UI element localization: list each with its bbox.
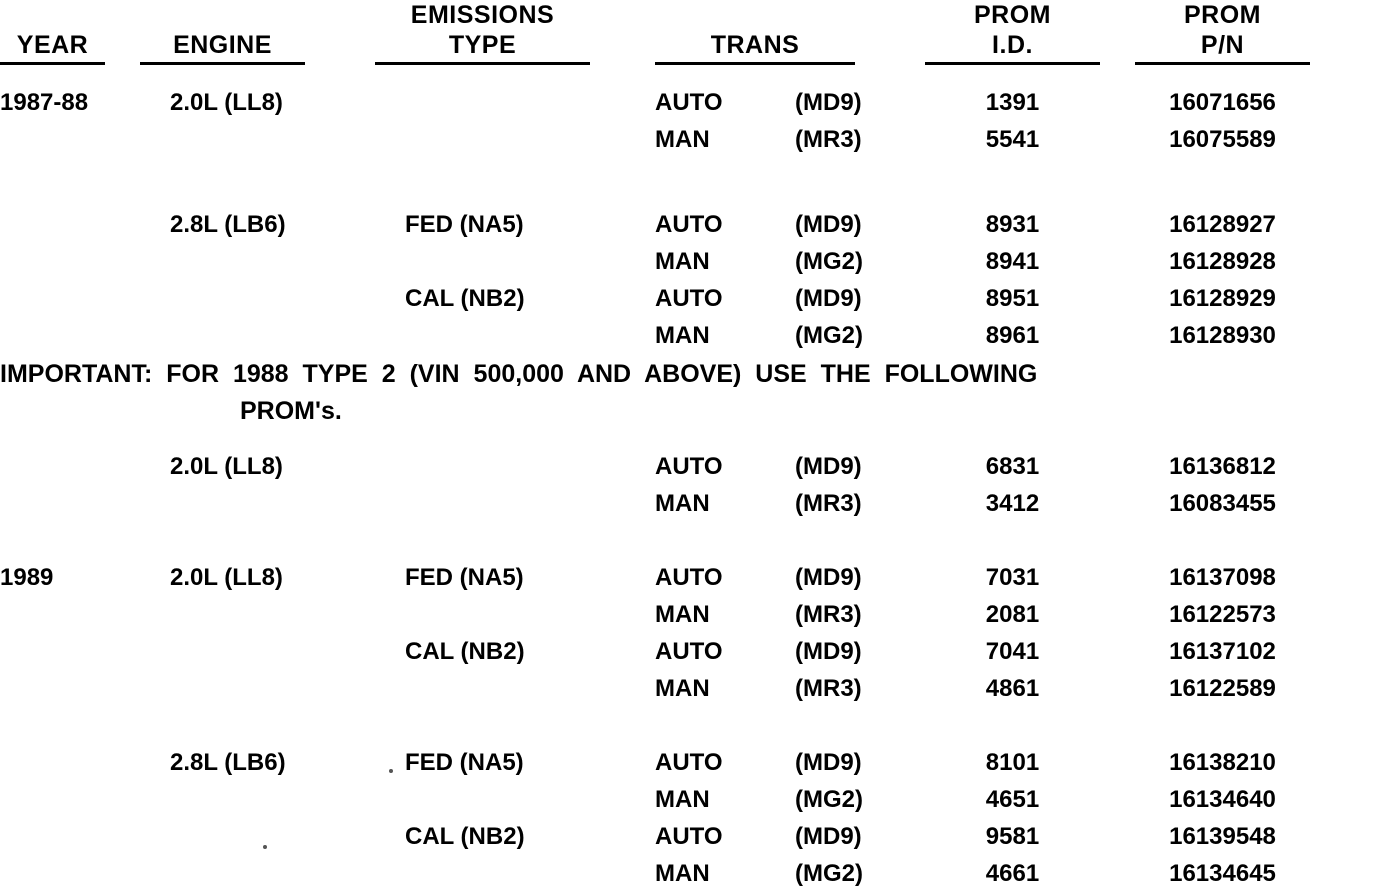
cell-trans-code: (MR3)	[795, 126, 862, 153]
cell-prom-pn: 16122589	[1169, 675, 1276, 702]
cell-engine: 2.8L (LB6)	[170, 211, 286, 238]
cell-prom-pn: 16083455	[1169, 490, 1276, 517]
cell-trans: AUTO	[655, 638, 723, 665]
table-row	[0, 84, 1376, 121]
cell-engine: 2.0L (LL8)	[170, 564, 283, 591]
column-header-year-label: YEAR	[0, 30, 105, 65]
table-row	[0, 448, 1376, 485]
table-row	[0, 317, 1376, 354]
cell-prom-id: 8101	[985, 749, 1040, 776]
column-header-emissions-line2: TYPE	[375, 30, 590, 65]
scan-speck	[389, 769, 393, 773]
cell-emissions: CAL (NB2)	[405, 285, 525, 312]
cell-trans: AUTO	[655, 211, 723, 238]
cell-prom-pn: 16138210	[1169, 749, 1276, 776]
cell-year: 1987-88	[0, 89, 89, 116]
cell-trans: AUTO	[655, 453, 723, 480]
cell-trans: MAN	[655, 126, 710, 153]
cell-prom-id: 5541	[985, 126, 1040, 153]
cell-prom-pn: 16128928	[1169, 248, 1276, 275]
cell-prom-pn: 16136812	[1169, 453, 1276, 480]
table-header	[0, 0, 1376, 78]
cell-trans: MAN	[655, 248, 710, 275]
cell-trans-code: (MD9)	[795, 823, 862, 850]
column-header-prom-pn-line1: PROM	[1184, 1, 1261, 29]
cell-trans-code: (MG2)	[795, 786, 863, 813]
column-header-emissions-line1: EMISSIONS	[410, 1, 555, 29]
cell-prom-id: 8951	[985, 285, 1040, 312]
cell-trans-code: (MD9)	[795, 638, 862, 665]
cell-trans: AUTO	[655, 749, 723, 776]
cell-engine: 2.0L (LL8)	[170, 453, 283, 480]
cell-prom-pn: 16128930	[1169, 322, 1276, 349]
column-header-emissions-type	[375, 0, 590, 65]
table-row	[0, 485, 1376, 522]
table-body-section-2	[0, 448, 1376, 892]
cell-trans: AUTO	[655, 564, 723, 591]
cell-emissions: FED (NA5)	[405, 564, 524, 591]
table-row	[0, 121, 1376, 158]
cell-prom-pn: 16137102	[1169, 638, 1276, 665]
cell-prom-pn: 16137098	[1169, 564, 1276, 591]
table-row	[0, 670, 1376, 707]
cell-prom-id: 4651	[985, 786, 1040, 813]
cell-prom-pn: 16134645	[1169, 860, 1276, 887]
table-row	[0, 855, 1376, 892]
cell-trans: AUTO	[655, 285, 723, 312]
cell-trans-code: (MG2)	[795, 860, 863, 887]
cell-prom-id: 8961	[985, 322, 1040, 349]
table-row	[0, 744, 1376, 781]
row-spacer	[0, 522, 1376, 559]
cell-prom-pn: 16128929	[1169, 285, 1276, 312]
cell-prom-id: 4661	[985, 860, 1040, 887]
column-header-prom-pn	[1135, 0, 1310, 65]
column-header-engine	[140, 30, 305, 65]
table-body-section-1	[0, 84, 1376, 354]
table-row	[0, 559, 1376, 596]
cell-trans-code: (MR3)	[795, 675, 862, 702]
cell-year: 1989	[0, 564, 54, 591]
cell-prom-pn: 16122573	[1169, 601, 1276, 628]
cell-trans-code: (MG2)	[795, 322, 863, 349]
cell-emissions: CAL (NB2)	[405, 823, 525, 850]
column-header-prom-id-line2: I.D.	[925, 30, 1100, 65]
cell-trans-code: (MD9)	[795, 211, 862, 238]
row-spacer	[0, 158, 1376, 206]
cell-emissions: CAL (NB2)	[405, 638, 525, 665]
cell-trans-code: (MD9)	[795, 564, 862, 591]
cell-engine: 2.0L (LL8)	[170, 89, 283, 116]
cell-trans-code: (MD9)	[795, 453, 862, 480]
cell-trans-code: (MR3)	[795, 490, 862, 517]
cell-trans: MAN	[655, 601, 710, 628]
cell-prom-id: 8941	[985, 248, 1040, 275]
table-row	[0, 596, 1376, 633]
cell-prom-id: 8931	[985, 211, 1040, 238]
important-note-line2: PROM's.	[240, 397, 342, 425]
row-spacer	[0, 707, 1376, 744]
cell-prom-pn: 16128927	[1169, 211, 1276, 238]
cell-prom-id: 7041	[985, 638, 1040, 665]
cell-trans: MAN	[655, 675, 710, 702]
cell-prom-pn: 16071656	[1169, 89, 1276, 116]
scan-speck	[263, 845, 267, 849]
cell-trans: MAN	[655, 786, 710, 813]
table-row	[0, 280, 1376, 317]
table-row	[0, 781, 1376, 818]
column-header-prom-pn-line2: P/N	[1135, 30, 1310, 65]
column-header-trans-label: TRANS	[655, 30, 855, 65]
cell-prom-id: 2081	[985, 601, 1040, 628]
cell-prom-id: 9581	[985, 823, 1040, 850]
cell-trans-code: (MD9)	[795, 285, 862, 312]
cell-emissions: FED (NA5)	[405, 749, 524, 776]
cell-emissions: FED (NA5)	[405, 211, 524, 238]
cell-trans-code: (MD9)	[795, 89, 862, 116]
column-header-prom-id	[925, 0, 1100, 65]
cell-prom-pn: 16134640	[1169, 786, 1276, 813]
table-row	[0, 243, 1376, 280]
table-row	[0, 206, 1376, 243]
cell-trans-code: (MG2)	[795, 248, 863, 275]
column-header-year	[0, 30, 105, 65]
column-header-prom-id-line1: PROM	[974, 1, 1051, 29]
table-row	[0, 818, 1376, 855]
cell-trans-code: (MD9)	[795, 749, 862, 776]
cell-prom-id: 1391	[985, 89, 1040, 116]
cell-trans-code: (MR3)	[795, 601, 862, 628]
column-header-trans	[655, 30, 855, 65]
cell-prom-id: 4861	[985, 675, 1040, 702]
cell-prom-id: 3412	[985, 490, 1040, 517]
cell-prom-pn: 16075589	[1169, 126, 1276, 153]
cell-prom-pn: 16139548	[1169, 823, 1276, 850]
cell-trans: AUTO	[655, 89, 723, 116]
cell-engine: 2.8L (LB6)	[170, 749, 286, 776]
cell-trans: MAN	[655, 860, 710, 887]
important-note-line1: IMPORTANT: FOR 1988 TYPE 2 (VIN 500,000 AND ABOVE) USE THE FOLLOWING	[0, 360, 1038, 388]
column-header-engine-label: ENGINE	[140, 30, 305, 65]
table-row	[0, 633, 1376, 670]
cell-trans: AUTO	[655, 823, 723, 850]
cell-trans: MAN	[655, 490, 710, 517]
cell-prom-id: 7031	[985, 564, 1040, 591]
cell-prom-id: 6831	[985, 453, 1040, 480]
cell-trans: MAN	[655, 322, 710, 349]
